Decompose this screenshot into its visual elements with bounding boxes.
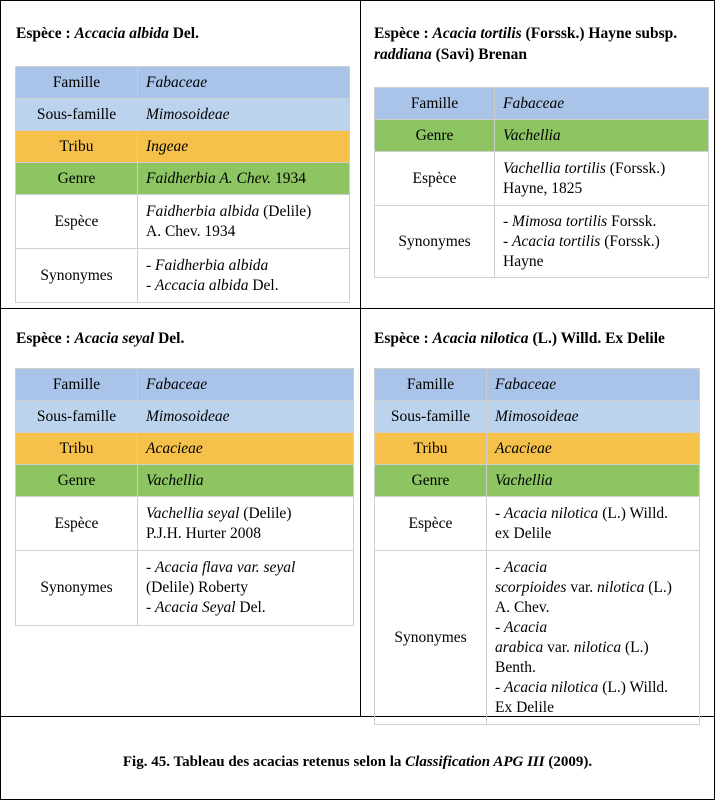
- value-tribu: Acacieae: [487, 433, 700, 465]
- value-famille: Fabaceae: [495, 88, 709, 120]
- row-famille: [375, 369, 700, 401]
- row-genre: [16, 465, 354, 497]
- label-famille: Famille: [16, 67, 138, 99]
- table-albida: [15, 66, 350, 303]
- value-synonymes: [138, 249, 350, 303]
- row-sous-famille: [16, 401, 354, 433]
- value-espece: Faidherbia albida (Delile) A. Chev. 1934: [138, 195, 350, 249]
- row-famille: [375, 88, 709, 120]
- value-sous-famille: Mimosoideae: [487, 401, 700, 433]
- row-synonymes: [375, 551, 700, 725]
- row-synonymes: [16, 551, 354, 626]
- value-synonymes: [495, 206, 709, 278]
- row-sous-famille: [16, 99, 350, 131]
- table-nilotica: [374, 368, 700, 725]
- value-famille: Fabaceae: [138, 67, 350, 99]
- value-sous-famille: Mimosoideae: [138, 401, 354, 433]
- panel-title-nilotica: Espèce : Acacia nilotica (L.) Willd. Ex Delile: [374, 330, 665, 347]
- panel-divider-vertical: [360, 1, 361, 716]
- row-espece: [375, 497, 700, 551]
- row-sous-famille: [375, 401, 700, 433]
- label-synonymes: Synonymes: [16, 249, 138, 303]
- label-sous-famille: Sous-famille: [16, 99, 138, 131]
- label-famille: Famille: [16, 369, 138, 401]
- row-tribu: [16, 433, 354, 465]
- row-famille: [16, 67, 350, 99]
- row-espece: [16, 497, 354, 551]
- panel-title-seyal: Espèce : Acacia seyal Del.: [16, 330, 185, 347]
- value-tribu: Acacieae: [138, 433, 354, 465]
- value-espece: Vachellia tortilis (Forssk.) Hayne, 1825: [495, 152, 709, 206]
- label-espece: Espèce: [16, 195, 138, 249]
- label-genre: Genre: [375, 120, 495, 152]
- value-synonymes: [138, 551, 354, 626]
- label-espece: Espèce: [375, 497, 487, 551]
- row-genre: [375, 465, 700, 497]
- synonym-item: - Mimosa tortilis Forssk.: [503, 212, 657, 230]
- label-sous-famille: Sous-famille: [375, 401, 487, 433]
- value-genre: Vachellia: [138, 465, 354, 497]
- value-tribu: Ingeae: [138, 131, 350, 163]
- label-espece: Espèce: [375, 152, 495, 206]
- label-genre: Genre: [375, 465, 487, 497]
- row-synonymes: [16, 249, 350, 303]
- row-tribu: [375, 433, 700, 465]
- synonym-item: - Acacia arabica var. nilotica (L.) Benth.: [495, 618, 649, 676]
- row-espece: [16, 195, 350, 249]
- row-synonymes: [375, 206, 709, 278]
- table-tortilis: [374, 87, 709, 278]
- row-tribu: [16, 131, 350, 163]
- title-species: Accacia albida: [74, 25, 169, 42]
- label-espece: Espèce: [16, 497, 138, 551]
- value-famille: Fabaceae: [138, 369, 354, 401]
- label-tribu: Tribu: [16, 131, 138, 163]
- label-tribu: Tribu: [375, 433, 487, 465]
- label-tribu: Tribu: [16, 433, 138, 465]
- label-famille: Famille: [375, 88, 495, 120]
- panel-divider-horizontal: [1, 308, 714, 309]
- value-famille: Fabaceae: [487, 369, 700, 401]
- row-espece: [375, 152, 709, 206]
- value-espece: - Acacia nilotica (L.) Willd. ex Delile: [487, 497, 700, 551]
- value-genre: Vachellia: [495, 120, 709, 152]
- table-seyal: [15, 368, 354, 626]
- synonym-item: - Acacia tortilis (Forssk.) Hayne: [503, 232, 660, 270]
- figure-caption: Fig. 45. Tableau des acacias retenus selon la Classification APG III (2009).: [122, 754, 593, 770]
- label-synonymes: Synonymes: [375, 551, 487, 725]
- value-genre: Faidherbia A. Chev. 1934: [138, 163, 350, 195]
- panel-title-albida: [16, 23, 199, 44]
- title-author: Del.: [168, 25, 199, 42]
- label-synonymes: Synonymes: [16, 551, 138, 626]
- label-famille: Famille: [375, 369, 487, 401]
- row-genre: [375, 120, 709, 152]
- value-synonymes: [487, 551, 700, 725]
- value-genre: Vachellia: [487, 465, 700, 497]
- row-famille: [16, 369, 354, 401]
- value-espece: Vachellia seyal (Delile) P.J.H. Hurter 2008: [138, 497, 354, 551]
- row-genre: [16, 163, 350, 195]
- title-prefix: Espèce :: [16, 25, 75, 42]
- synonym-item: - Acacia flava var. seyal (Delile) Roberty: [146, 559, 296, 596]
- label-genre: Genre: [16, 465, 138, 497]
- synonym-item: - Acacia scorpioides var. nilotica (L.) A. Chev.: [495, 558, 672, 616]
- synonym-item: - Acacia Seyal Del.: [146, 599, 266, 616]
- value-sous-famille: Mimosoideae: [138, 99, 350, 131]
- label-synonymes: Synonymes: [375, 206, 495, 278]
- synonym-item: - Faidherbia albida: [146, 256, 269, 274]
- label-sous-famille: Sous-famille: [16, 401, 138, 433]
- synonym-item: - Acacia nilotica (L.) Willd. Ex Delile: [495, 678, 669, 716]
- label-genre: Genre: [16, 163, 138, 195]
- panel-title-tortilis: Espèce : Acacia tortilis (Forssk.) Hayne subsp. raddiana (Savi) Brenan: [374, 25, 678, 63]
- synonym-item: - Accacia albida Del.: [146, 276, 279, 294]
